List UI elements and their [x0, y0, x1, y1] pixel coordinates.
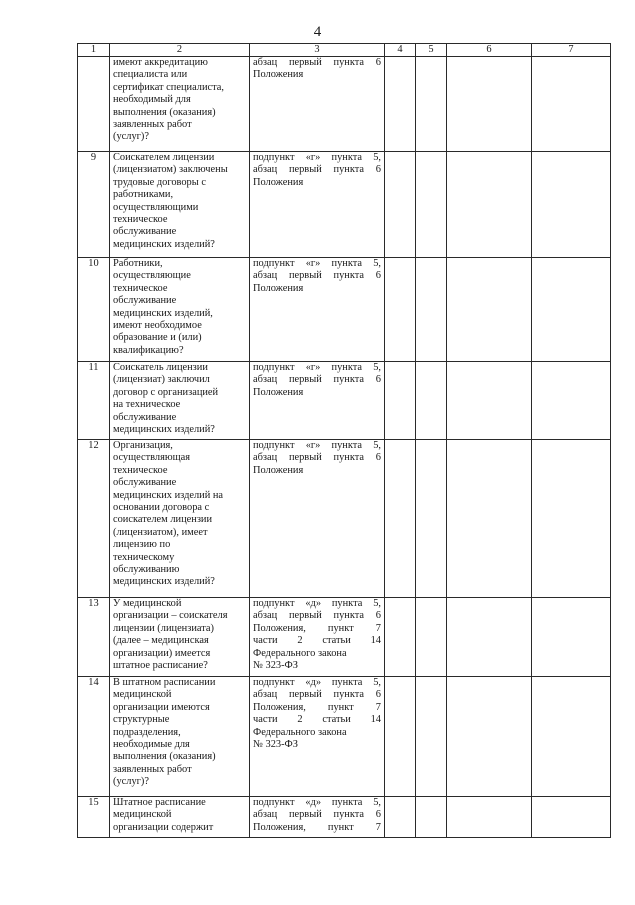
- col5-cell: [416, 598, 447, 677]
- reference-word: 6: [375, 164, 381, 176]
- question-line: договор с организацией: [113, 386, 219, 398]
- question-line: структурные: [113, 714, 170, 726]
- question-line: медицинской: [113, 809, 172, 821]
- question-line: организации имеются: [113, 701, 210, 713]
- col6-cell: [447, 677, 532, 797]
- reference-word: абзац: [253, 809, 278, 821]
- col5-cell: [416, 57, 447, 152]
- col7-cell: [532, 797, 611, 838]
- column-header: 2: [110, 44, 250, 57]
- reference-word: статьи: [322, 635, 351, 647]
- question-line: осуществляющие: [113, 270, 191, 282]
- reference-word: абзац: [253, 452, 278, 464]
- reference-word: 5,: [373, 362, 381, 373]
- reference-word: первый: [288, 374, 322, 386]
- col5-cell: [416, 258, 447, 362]
- reference-line: [253, 648, 381, 660]
- reference-word: Федерального закона: [253, 647, 347, 659]
- question-line: медицинских изделий?: [113, 424, 215, 436]
- reference-word: 5,: [373, 797, 381, 808]
- col4-cell: [385, 57, 416, 152]
- reference-word: подпункт: [253, 362, 295, 373]
- reference-cell: [250, 598, 385, 677]
- question-line: организации содержит: [113, 821, 214, 833]
- question-line: обслуживание: [113, 477, 177, 489]
- question-line: обслуживанию: [113, 564, 180, 576]
- reference-word: пункта: [331, 362, 363, 373]
- reference-word: 2: [297, 714, 303, 726]
- question-line: (далее – медицинская: [113, 635, 209, 647]
- row-number: 13: [78, 598, 110, 677]
- col5-cell: [416, 362, 447, 440]
- col6-cell: [447, 440, 532, 598]
- reference-word: № 323-ФЗ: [253, 660, 298, 672]
- table-row: [78, 152, 611, 258]
- column-header: 5: [416, 44, 447, 57]
- question-cell: [110, 362, 250, 440]
- reference-line: [253, 258, 381, 270]
- reference-word: первый: [288, 689, 322, 701]
- reference-word: подпункт: [253, 152, 295, 163]
- reference-word: Положения,: [253, 701, 306, 713]
- reference-line: [253, 69, 381, 81]
- reference-word: Положения,: [253, 622, 306, 634]
- question-line: (услуг)?: [113, 131, 149, 143]
- col6-cell: [447, 152, 532, 258]
- col7-cell: [532, 362, 611, 440]
- table-row: [78, 797, 611, 838]
- col4-cell: [385, 797, 416, 838]
- reference-line: [253, 283, 381, 295]
- col7-cell: [532, 598, 611, 677]
- question-line: заявленных работ: [113, 119, 192, 131]
- question-line: основании договора с: [113, 502, 210, 514]
- table-row: [78, 258, 611, 362]
- question-line: техническому: [113, 551, 175, 563]
- column-header: 3: [250, 44, 385, 57]
- question-line: (лицензиатом), имеет: [113, 526, 208, 538]
- question-line: осуществляющими: [113, 201, 199, 213]
- reference-word: пункта: [331, 677, 363, 688]
- reference-word: первый: [288, 610, 322, 622]
- question-line: Соискателем лицензии: [113, 152, 215, 163]
- reference-word: 5,: [373, 677, 381, 688]
- col7-cell: [532, 57, 611, 152]
- question-cell: [110, 797, 250, 838]
- reference-word: № 323-ФЗ: [253, 739, 298, 751]
- checklist-table: [77, 43, 611, 838]
- reference-word: подпункт: [253, 677, 295, 688]
- reference-word: 7: [375, 821, 381, 833]
- reference-word: «г»: [305, 440, 321, 451]
- column-header: 6: [447, 44, 532, 57]
- reference-word: 6: [375, 809, 381, 821]
- reference-line: [253, 714, 381, 726]
- reference-word: Положения: [253, 386, 304, 398]
- col7-cell: [532, 152, 611, 258]
- reference-cell: [250, 440, 385, 598]
- reference-word: 14: [370, 635, 381, 647]
- reference-word: пункта: [331, 258, 363, 269]
- question-line: Работники,: [113, 258, 163, 269]
- row-number: 14: [78, 677, 110, 797]
- reference-word: первый: [288, 270, 322, 282]
- question-line: квалификацию?: [113, 344, 184, 356]
- col5-cell: [416, 677, 447, 797]
- question-line: организации) имеется: [113, 647, 211, 659]
- question-line: работниками,: [113, 189, 174, 201]
- col6-cell: [447, 797, 532, 838]
- col7-cell: [532, 440, 611, 598]
- reference-line: [253, 152, 381, 164]
- question-line: медицинской: [113, 689, 172, 701]
- question-line: лицензии (лицензиата): [113, 622, 214, 634]
- reference-word: абзац: [253, 689, 278, 701]
- question-line: необходимый для: [113, 94, 191, 106]
- reference-word: части: [253, 635, 278, 647]
- reference-line: [253, 177, 381, 189]
- reference-word: пункт: [327, 821, 354, 833]
- question-line: выполнения (оказания): [113, 106, 216, 118]
- reference-word: Положения: [253, 69, 304, 81]
- question-line: выполнения (оказания): [113, 751, 216, 763]
- reference-word: пункт: [327, 701, 354, 713]
- question-line: Штатное расписание: [113, 797, 206, 808]
- question-line: образование и (или): [113, 332, 202, 344]
- reference-word: Федерального закона: [253, 726, 347, 738]
- reference-word: пункта: [333, 374, 365, 386]
- reference-word: первый: [288, 164, 322, 176]
- reference-word: абзац: [253, 57, 278, 68]
- reference-line: [253, 374, 381, 386]
- reference-cell: [250, 57, 385, 152]
- question-line: организации – соискателя: [113, 610, 228, 622]
- reference-word: 6: [375, 689, 381, 701]
- row-number: 12: [78, 440, 110, 598]
- reference-word: «г»: [305, 362, 321, 373]
- question-line: медицинских изделий?: [113, 576, 215, 588]
- reference-word: 6: [375, 452, 381, 464]
- reference-word: подпункт: [253, 797, 295, 808]
- reference-word: пункта: [333, 689, 365, 701]
- question-line: подразделения,: [113, 726, 181, 738]
- row-number: [78, 57, 110, 152]
- question-cell: [110, 258, 250, 362]
- reference-word: Положения,: [253, 821, 306, 833]
- reference-cell: [250, 362, 385, 440]
- reference-word: 5,: [373, 258, 381, 269]
- reference-line: [253, 689, 381, 701]
- question-cell: [110, 57, 250, 152]
- reference-line: [253, 623, 381, 635]
- col6-cell: [447, 258, 532, 362]
- reference-line: [253, 452, 381, 464]
- page-number: 4: [313, 24, 322, 40]
- reference-word: первый: [288, 452, 322, 464]
- reference-line: [253, 164, 381, 176]
- reference-word: статьи: [322, 714, 351, 726]
- reference-cell: [250, 797, 385, 838]
- reference-word: первый: [288, 57, 322, 68]
- col7-cell: [532, 677, 611, 797]
- table-row: [78, 677, 611, 797]
- reference-word: «г»: [305, 258, 321, 269]
- reference-word: 6: [375, 610, 381, 622]
- question-line: сертификат специалиста,: [113, 81, 225, 93]
- question-line: соискателем лицензии: [113, 514, 213, 526]
- reference-word: абзац: [253, 610, 278, 622]
- reference-word: подпункт: [253, 598, 295, 609]
- question-line: техническое: [113, 214, 168, 226]
- question-line: штатное расписание?: [113, 660, 208, 672]
- reference-line: [253, 809, 381, 821]
- reference-line: [253, 727, 381, 739]
- question-line: необходимые для: [113, 739, 190, 751]
- reference-word: «д»: [305, 677, 322, 688]
- question-line: имеют аккредитацию: [113, 57, 208, 68]
- reference-word: пункта: [331, 797, 363, 808]
- reference-word: 14: [370, 714, 381, 726]
- question-line: (лицензиат) заключил: [113, 374, 210, 386]
- reference-line: [253, 270, 381, 282]
- reference-word: подпункт: [253, 258, 295, 269]
- table-row: [78, 57, 611, 152]
- reference-word: Положения: [253, 282, 304, 294]
- question-line: В штатном расписании: [113, 677, 216, 688]
- reference-line: [253, 660, 381, 672]
- reference-word: абзац: [253, 374, 278, 386]
- row-number: 15: [78, 797, 110, 838]
- col5-cell: [416, 152, 447, 258]
- reference-word: 6: [375, 374, 381, 386]
- question-line: лицензию по: [113, 539, 171, 551]
- reference-line: [253, 362, 381, 374]
- question-line: Соискатель лицензии: [113, 362, 208, 373]
- reference-word: подпункт: [253, 440, 295, 451]
- question-line: обслуживание: [113, 411, 177, 423]
- row-number: 11: [78, 362, 110, 440]
- reference-line: [253, 822, 381, 834]
- question-line: на техническое: [113, 399, 181, 411]
- reference-line: [253, 635, 381, 647]
- question-line: медицинских изделий?: [113, 238, 215, 250]
- question-line: заявленных работ: [113, 763, 192, 775]
- row-number: 10: [78, 258, 110, 362]
- question-line: техническое: [113, 282, 168, 294]
- question-line: осуществляющая: [113, 452, 191, 464]
- reference-word: абзац: [253, 164, 278, 176]
- question-line: У медицинской: [113, 598, 182, 609]
- reference-word: пункта: [333, 610, 365, 622]
- reference-word: «д»: [305, 598, 322, 609]
- reference-word: пункта: [333, 164, 365, 176]
- reference-word: Положения: [253, 176, 304, 188]
- reference-word: 7: [375, 622, 381, 634]
- col7-cell: [532, 258, 611, 362]
- col4-cell: [385, 440, 416, 598]
- reference-line: [253, 465, 381, 477]
- reference-cell: [250, 677, 385, 797]
- reference-word: Положения: [253, 464, 304, 476]
- column-header: 1: [78, 44, 110, 57]
- reference-line: [253, 387, 381, 399]
- reference-word: 5,: [373, 440, 381, 451]
- question-line: специалиста или: [113, 69, 188, 81]
- question-line: медицинских изделий на: [113, 489, 224, 501]
- question-line: техническое: [113, 464, 168, 476]
- reference-line: [253, 797, 381, 809]
- table-row: [78, 362, 611, 440]
- reference-line: [253, 440, 381, 452]
- reference-line: [253, 598, 381, 610]
- col5-cell: [416, 797, 447, 838]
- column-header: 7: [532, 44, 611, 57]
- reference-word: пункта: [333, 452, 365, 464]
- reference-line: [253, 739, 381, 751]
- question-line: (лицензиатом) заключены: [113, 164, 228, 176]
- reference-word: пункта: [333, 809, 365, 821]
- table-row: [78, 598, 611, 677]
- reference-line: [253, 677, 381, 689]
- reference-word: 6: [375, 270, 381, 282]
- question-line: обслуживание: [113, 226, 177, 238]
- reference-word: «д»: [305, 797, 322, 808]
- col4-cell: [385, 152, 416, 258]
- col6-cell: [447, 598, 532, 677]
- question-line: (услуг)?: [113, 776, 149, 788]
- col6-cell: [447, 362, 532, 440]
- reference-cell: [250, 152, 385, 258]
- col4-cell: [385, 258, 416, 362]
- reference-word: 5,: [373, 152, 381, 163]
- question-line: трудовые договоры с: [113, 176, 206, 188]
- reference-word: 5,: [373, 598, 381, 609]
- table-header-row: [78, 44, 611, 57]
- col5-cell: [416, 440, 447, 598]
- reference-word: «г»: [305, 152, 321, 163]
- reference-line: [253, 57, 381, 69]
- col4-cell: [385, 598, 416, 677]
- question-cell: [110, 677, 250, 797]
- question-line: имеют необходимое: [113, 320, 202, 332]
- question-cell: [110, 440, 250, 598]
- question-line: медицинских изделий,: [113, 307, 213, 319]
- reference-word: абзац: [253, 270, 278, 282]
- reference-word: 6: [375, 57, 381, 68]
- col4-cell: [385, 677, 416, 797]
- col6-cell: [447, 57, 532, 152]
- reference-word: пункт: [327, 622, 354, 634]
- table-row: [78, 440, 611, 598]
- reference-line: [253, 610, 381, 622]
- row-number: 9: [78, 152, 110, 258]
- reference-word: части: [253, 714, 278, 726]
- reference-word: пункта: [333, 270, 365, 282]
- column-header: 4: [385, 44, 416, 57]
- question-line: обслуживание: [113, 295, 177, 307]
- question-cell: [110, 598, 250, 677]
- col4-cell: [385, 362, 416, 440]
- reference-word: первый: [288, 809, 322, 821]
- reference-word: пункта: [331, 440, 363, 451]
- reference-word: пункта: [331, 598, 363, 609]
- reference-word: 7: [375, 701, 381, 713]
- reference-word: 2: [297, 635, 303, 647]
- reference-word: пункта: [331, 152, 363, 163]
- question-line: Организация,: [113, 440, 173, 451]
- reference-cell: [250, 258, 385, 362]
- reference-line: [253, 702, 381, 714]
- reference-word: пункта: [333, 57, 365, 68]
- question-cell: [110, 152, 250, 258]
